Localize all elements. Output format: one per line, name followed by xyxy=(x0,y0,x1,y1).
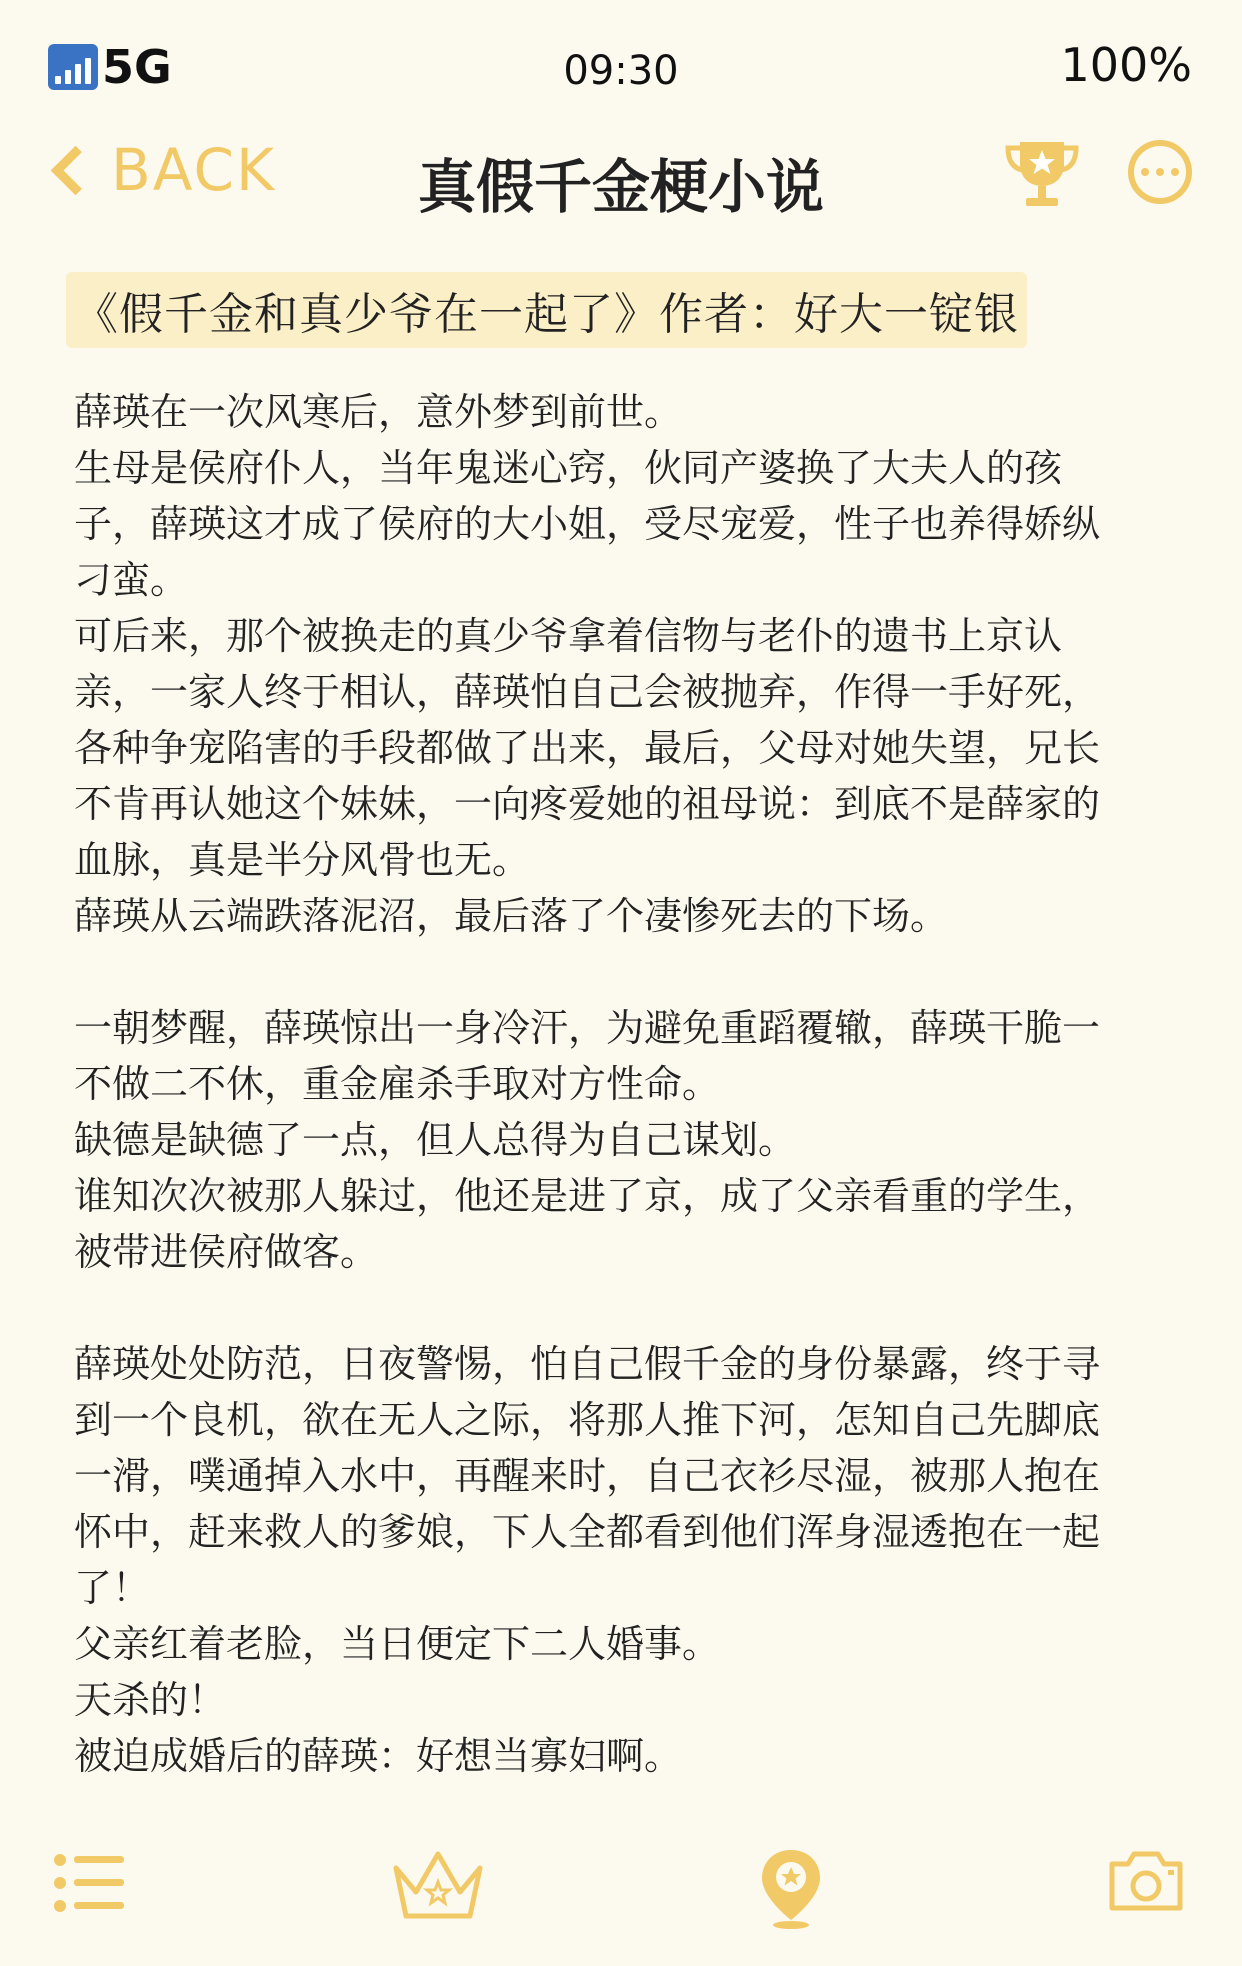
crown-icon[interactable] xyxy=(388,1846,488,1926)
book-title: 《假千金和真少爷在一起了》作者：好大一锭银 xyxy=(66,272,1027,348)
location-pin-icon[interactable] xyxy=(756,1846,826,1930)
page-title: 真假千金梗小说 xyxy=(417,153,824,221)
list-icon[interactable] xyxy=(52,1846,126,1920)
camera-icon[interactable] xyxy=(1106,1846,1186,1916)
bottom-toolbar xyxy=(0,1806,1242,1966)
back-label: BACK xyxy=(111,136,276,204)
battery-level: 100% xyxy=(1060,38,1192,92)
more-button[interactable] xyxy=(1128,140,1192,204)
more-dot xyxy=(1171,168,1179,176)
paragraph: 薛瑛在一次风寒后，意外梦到前世。 生母是侯府仆人，当年鬼迷心窍，伙同产婆换了大夫人的孩 子，薛瑛这才成了侯府的大小姐，受尽宠爱，性子也养得娇纵 刁蛮。 可后来，那个被换走的真少爷拿着信物与老仆的遗书上京认 亲，一家人终于相认，薛瑛怕自己会被抛弃，作得一手好死， 各种争宠陷害的手段都做了出来，最后，父母对她失望，兄长 不肯再认她这个妹妹，一向疼爱她的祖母说：到底不是薛家的 血脉，真是半分风骨也无。 薛瑛从云端跌落泥沼，最后落了个凄惨死去的下场。 xyxy=(74,390,1101,938)
paragraph: 一朝梦醒，薛瑛惊出一身冷汗，为避免重蹈覆辙，薛瑛干脆一 不做二不休，重金雇杀手取对方性命。 缺德是缺德了一点，但人总得为自己谋划。 谁知次次被那人躲过，他还是进了京，成了父亲看重的学生， 被带进侯府做客。 xyxy=(74,1006,1101,1274)
more-dot xyxy=(1156,168,1164,176)
paragraph: 薛瑛处处防范，日夜警惕，怕自己假千金的身份暴露，终于寻 到一个良机，欲在无人之际，将那人推下河，怎知自己先脚底 一滑，噗通掉入水中，再醒来时，自己衣衫尽湿，被那人抱在 怀中，赶来救人的爹娘，下人全都看到他们浑身湿透抱在一起 了！ 父亲红着老脸，当日便定下二人婚事。 天杀的！ 被迫成婚后的薛瑛：好想当寡妇啊。 xyxy=(74,1342,1101,1778)
network-type: 5G xyxy=(102,40,172,94)
status-time: 09:30 xyxy=(563,48,679,94)
navigation-bar xyxy=(0,120,1242,230)
status-bar xyxy=(0,0,1242,130)
article-body xyxy=(74,384,1174,1784)
trophy-icon[interactable] xyxy=(1002,134,1082,214)
more-dot xyxy=(1141,168,1149,176)
